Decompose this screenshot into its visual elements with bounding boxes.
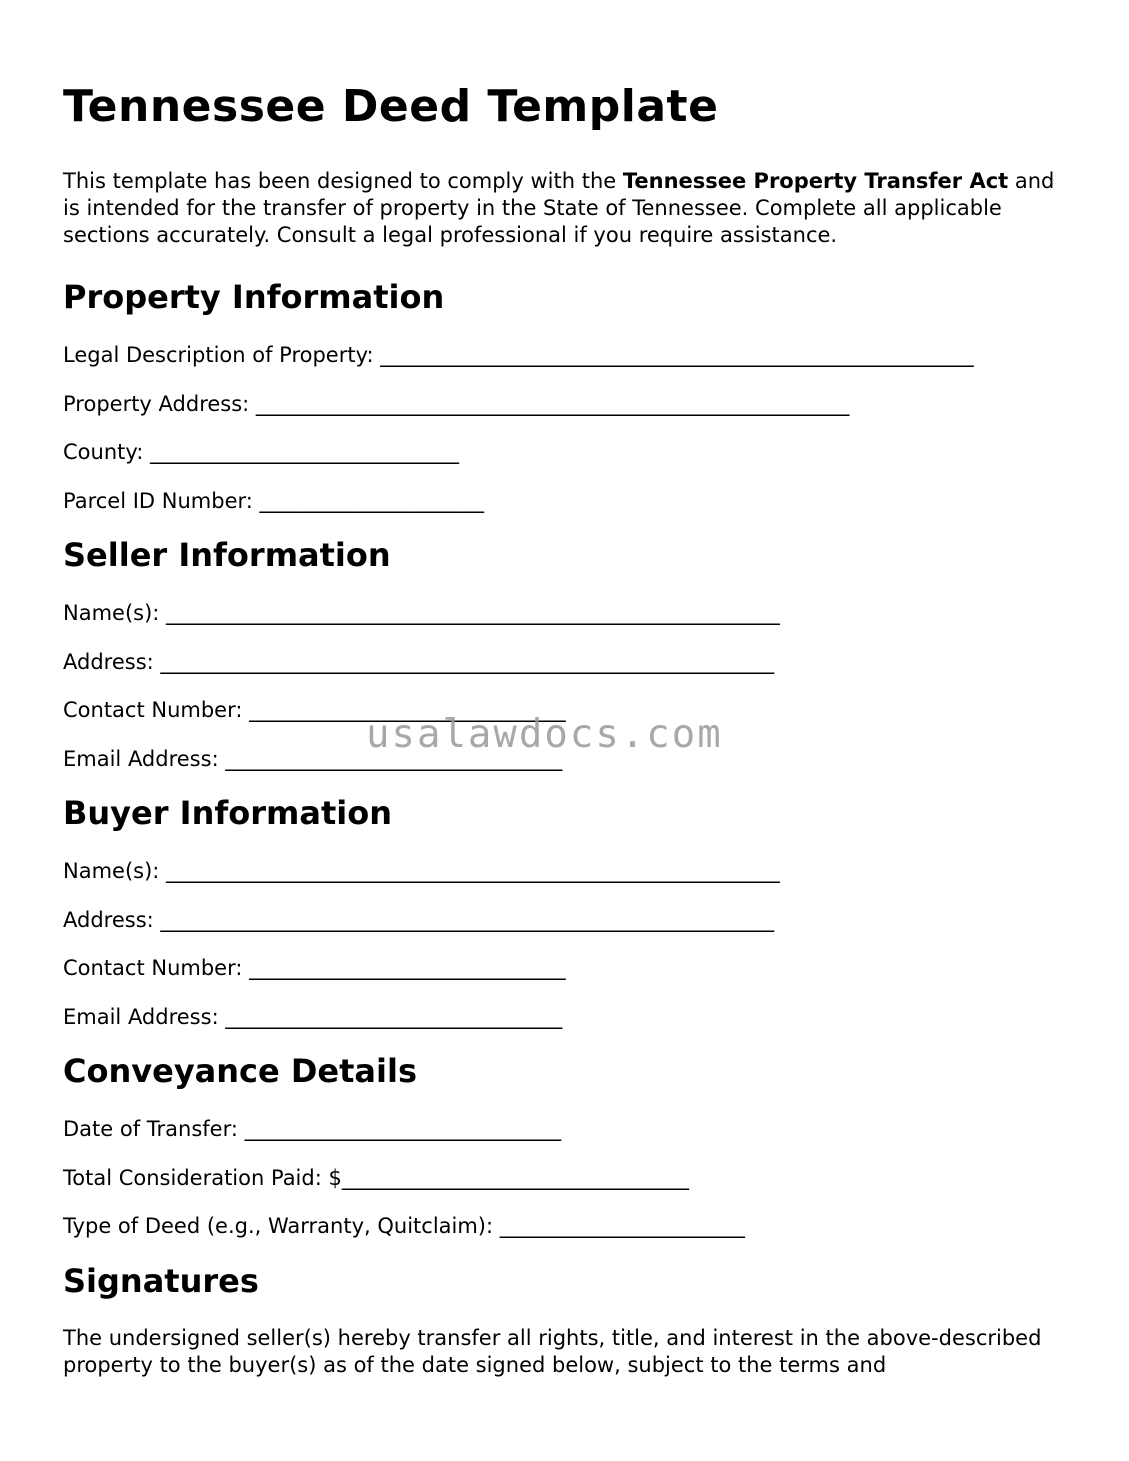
property-heading: Property Information [63, 278, 445, 316]
buyer-heading: Buyer Information [63, 794, 392, 832]
field-label: Property Address: [63, 391, 256, 416]
intro-act-name: Tennessee Property Transfer Act [622, 169, 1009, 193]
legal-description-input[interactable]: ___________________________________________________________ [380, 343, 974, 367]
seller-contact-input[interactable]: _______________________________ [249, 698, 566, 722]
field-label: Name(s): [63, 601, 167, 625]
county-input[interactable]: _______________________________ [150, 440, 459, 464]
field-label: Email Address: [63, 746, 226, 771]
buyer-name-field [63, 857, 1073, 885]
buyer-address-input[interactable]: ___________________________________________________________ [160, 907, 774, 932]
field-label: Contact Number: [63, 698, 250, 722]
consideration-input[interactable]: __________________________________ [341, 1165, 689, 1190]
field-label: Address: [63, 907, 161, 932]
field-label: Address: [63, 649, 161, 674]
buyer-contact-input[interactable]: _______________________________ [249, 956, 566, 980]
buyer-name-input[interactable]: ___________________________________________________________ [166, 859, 780, 883]
signatures-section [63, 1261, 1073, 1379]
legal-description-field [63, 341, 1073, 369]
buyer-email-input[interactable]: _________________________________ [225, 1004, 562, 1029]
signatures-heading: Signatures [63, 1261, 259, 1300]
field-label: Total Consideration Paid: $ [63, 1165, 342, 1190]
conveyance-heading: Conveyance Details [63, 1052, 417, 1090]
transfer-date-input[interactable]: _______________________________ [244, 1117, 561, 1141]
field-label: County: [63, 440, 151, 464]
watermark: usalawdocs.com [366, 712, 723, 757]
conveyance-section [63, 1051, 1073, 1240]
buyer-address-field [63, 906, 1073, 934]
field-label: Email Address: [63, 1004, 226, 1029]
seller-heading: Seller Information [63, 536, 391, 574]
intro-text-after: and is intended for the transfer of property in the State of Tennessee. Complete all applicable sections accurately. Consult a legal professional if you require assistance. [63, 169, 1055, 247]
field-label: Legal Description of Property: [63, 343, 381, 367]
parcel-id-field [63, 487, 1073, 515]
deed-type-input[interactable]: ________________________ [499, 1214, 745, 1238]
transfer-date-field [63, 1115, 1073, 1143]
seller-name-field [63, 599, 1073, 627]
field-label: Parcel ID Number: [63, 488, 260, 513]
page-title: Tennessee Deed Template [63, 81, 719, 132]
property-address-field [63, 390, 1073, 418]
seller-email-input[interactable]: _________________________________ [225, 746, 562, 771]
buyer-contact-field [63, 954, 1073, 982]
buyer-email-field [63, 1003, 1073, 1031]
parcel-id-input[interactable]: _____________________ [259, 488, 485, 513]
seller-name-input[interactable]: ___________________________________________________________ [166, 601, 780, 625]
seller-address-input[interactable]: ___________________________________________________________ [160, 649, 774, 674]
intro-paragraph [63, 168, 1073, 249]
county-field [63, 438, 1073, 466]
intro-text-before: This template has been designed to comply with the [63, 169, 623, 193]
signatures-paragraph: The undersigned seller(s) hereby transfer all rights, title, and interest in the above-described property to the buyer(s) as of the date signed below, subject to the terms and [63, 1325, 1042, 1377]
field-label: Date of Transfer: [63, 1117, 245, 1141]
field-label: Name(s): [63, 859, 167, 883]
property-section [63, 277, 1073, 515]
field-label: Contact Number: [63, 956, 250, 980]
seller-address-field [63, 648, 1073, 676]
field-label: Type of Deed (e.g., Warranty, Quitclaim): [63, 1214, 500, 1238]
consideration-field [63, 1164, 1073, 1192]
deed-type-field [63, 1212, 1073, 1240]
buyer-section [63, 793, 1073, 1031]
property-address-input[interactable]: ___________________________________________________________ [255, 391, 849, 416]
